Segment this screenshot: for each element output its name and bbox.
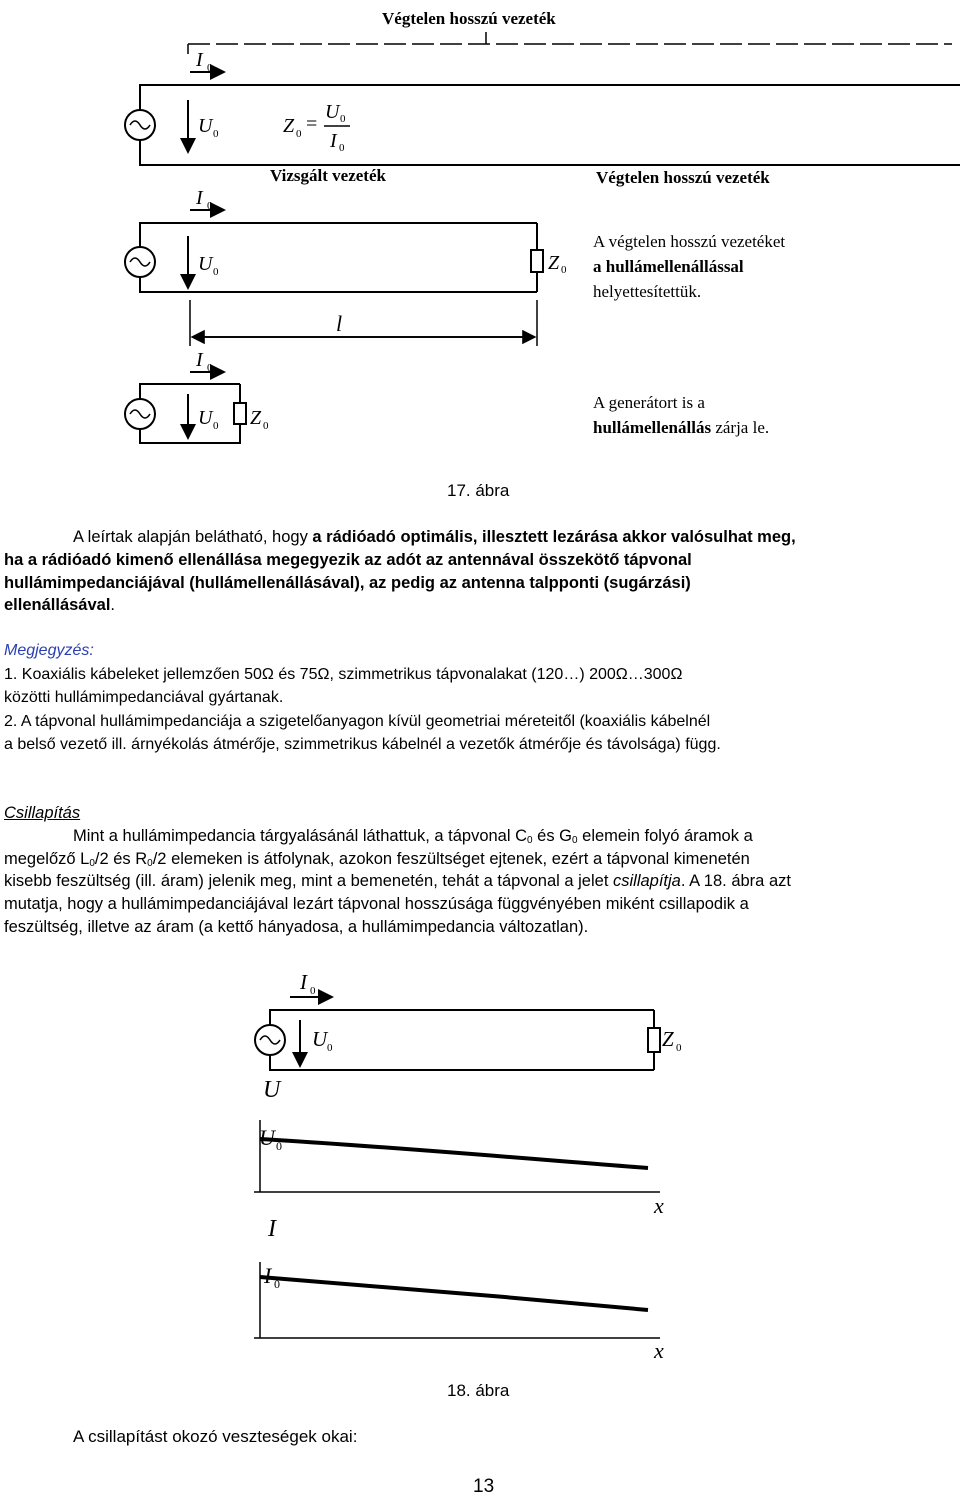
note-block: Megjegyzés: 1. Koaxiális kábeleket jellemzően 50Ω és 75Ω, szimmetrikus tápvonalakat (120…) 200Ω…300Ω közötti hullámimpedanciával gyártanak. 2. A tápvonal hullámimpedanciája a szigetelőanyagon kívül geometriai méreteitől (koaxiális kábelnél a belső vezető ill. árnyékolás átmérője, szimmetrikus kábelnél a vezetők átmérője és távolsága) függ. xyxy=(4,639,956,757)
svg-text:0: 0 xyxy=(327,1042,333,1054)
svg-text:I: I xyxy=(196,349,203,371)
svg-text:A végtelen hosszú vezetéket: A végtelen hosszú vezetéket xyxy=(593,232,786,251)
current-decay-curve xyxy=(260,1277,648,1310)
svg-text:U: U xyxy=(259,1125,275,1150)
svg-text:I: I xyxy=(196,187,203,209)
svg-text:I: I xyxy=(268,1216,276,1242)
infinite-line-label-right: Végtelen hosszú vezeték xyxy=(596,168,770,187)
voltage-decay-curve xyxy=(260,1139,648,1168)
svg-text:Z: Z xyxy=(548,252,560,274)
svg-text:I: I xyxy=(264,1263,272,1288)
svg-text:0: 0 xyxy=(676,1042,682,1054)
svg-text:U: U xyxy=(263,1077,281,1103)
svg-text:U: U xyxy=(198,115,213,137)
svg-text:0: 0 xyxy=(340,113,346,125)
svg-text:x: x xyxy=(654,1193,664,1218)
svg-text:Z: Z xyxy=(250,407,262,429)
svg-text:U: U xyxy=(325,101,340,123)
circuit-2 xyxy=(125,187,567,346)
svg-text:A generátort is a: A generátort is a xyxy=(593,393,705,412)
load-resistor-icon xyxy=(648,1028,660,1052)
tested-line-label: Vizsgált vezeték xyxy=(270,166,386,185)
svg-text:0: 0 xyxy=(213,128,219,140)
circuit-1 xyxy=(125,49,960,165)
svg-text:U: U xyxy=(312,1027,328,1051)
svg-text:0: 0 xyxy=(339,142,345,154)
svg-text:=: = xyxy=(306,113,318,135)
svg-text:0: 0 xyxy=(207,362,213,374)
page-number: 13 xyxy=(473,1476,495,1497)
current-plot xyxy=(254,1216,664,1363)
svg-text:0: 0 xyxy=(276,1139,282,1153)
figure-17-caption: 17. ábra xyxy=(447,481,510,500)
intro-paragraph: A leírtak alapján belátható, hogy a rádióadó optimális, illesztett lezárása akkor valósulhat meg, ha a rádióadó kimenő ellenállása megegyezik az adót az antennával összekötő tápvonal hullámimpedanciájával (hullámellenállásával), az pedig az antenna talpponti (sugárzási) ellenállásával. xyxy=(4,528,796,615)
svg-text:0: 0 xyxy=(310,985,316,997)
svg-text:Z: Z xyxy=(662,1027,674,1051)
svg-text:0: 0 xyxy=(213,420,219,432)
svg-text:0: 0 xyxy=(213,266,219,278)
voltage-plot xyxy=(254,1077,664,1218)
figure-18 xyxy=(0,960,960,1380)
load-resistor-icon xyxy=(531,250,543,272)
attenuation-section: Csillapítás Mint a hullámimpedancia tárgyalásánál láthattuk, a tápvonal $C_0$ és $G_0$ elemein folyó áramok a megelőző $L_0/2$ és $R_0/2$ elemeken is átfolynak, azokon feszültséget ejtenek, ezért a tápvonal kimenetén kisebb feszültség (ill. áram) jelenik meg, mint a bemenetén, tehát a tápvonal a jelet csillapítja. A 18. ábra azt mutatja, hogy a hullámimpedanciájával lezárt tápvonal hosszúsága függvényében miként csillapodik a feszültség, illetve az áram (a kettő hányadosa, a hullámimpedancia változatlan). xyxy=(4,802,956,939)
circuit-3 xyxy=(125,349,269,443)
svg-text:helyettesítettük.: helyettesítettük. xyxy=(593,282,702,301)
svg-text:I: I xyxy=(196,49,203,71)
svg-text:0: 0 xyxy=(274,1277,280,1291)
load-resistor-icon xyxy=(234,403,246,424)
svg-text:I: I xyxy=(330,130,337,152)
svg-text:U: U xyxy=(198,407,213,429)
svg-text:0: 0 xyxy=(263,420,269,432)
figure-18-caption: 18. ábra xyxy=(447,1381,510,1400)
infinite-line-label: Végtelen hosszú vezeték xyxy=(382,9,556,28)
svg-text:0: 0 xyxy=(207,200,213,212)
svg-text:0: 0 xyxy=(561,264,567,276)
section-heading: Csillapítás xyxy=(4,804,81,822)
svg-text:U: U xyxy=(198,253,213,275)
losses-heading: A csillapítást okozó veszteségek okai: xyxy=(73,1427,358,1446)
note-heading: Megjegyzés: xyxy=(4,642,94,659)
svg-text:I: I xyxy=(300,970,307,994)
circuit-18 xyxy=(255,970,682,1070)
svg-text:0: 0 xyxy=(296,128,302,140)
svg-text:l: l xyxy=(336,311,343,336)
svg-text:x: x xyxy=(654,1338,664,1363)
svg-text:0: 0 xyxy=(207,62,213,74)
figure-17 xyxy=(0,0,960,470)
svg-text:a hullámellenállással: a hullámellenállással xyxy=(593,257,744,276)
svg-text:hullámellenállás zárja le.: hullámellenállás zárja le. xyxy=(593,418,770,437)
svg-text:Z: Z xyxy=(283,115,295,137)
